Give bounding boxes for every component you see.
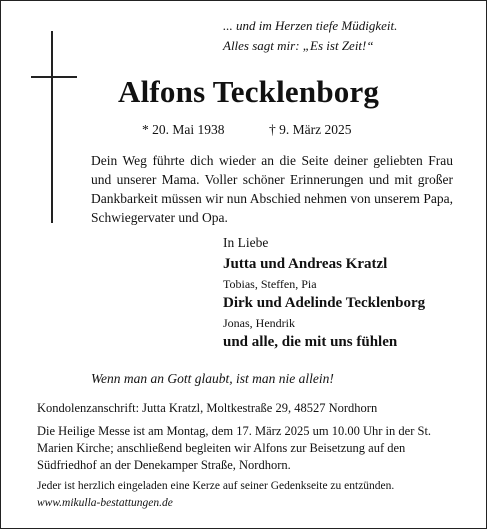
quote-line-2: Alles sagt mir: „Es ist Zeit!“ — [223, 38, 374, 53]
quote-line-1: ... und im Herzen tiefe Müdigkeit. — [223, 18, 398, 33]
signature-closing: und alle, die mit uns fühlen — [223, 334, 398, 350]
family-2-children: Jonas, Hendrik — [223, 316, 295, 330]
cross-icon-horizontal — [31, 76, 77, 78]
cross-icon-vertical — [51, 31, 53, 223]
death-date: † 9. März 2025 — [269, 122, 352, 137]
deceased-name: Alfons Tecklenborg — [118, 74, 380, 109]
website-link[interactable]: www.mikulla-bestattungen.de — [37, 497, 173, 509]
motto: Wenn man an Gott glaubt, ist man nie allein! — [91, 371, 334, 386]
birth-date: * 20. Mai 1938 — [142, 122, 225, 137]
obituary-text: Dein Weg führte dich wieder an die Seite deiner geliebten Frau und unserer Mama. Voller schöner Erinnerungen und mit großer Dankbarkeit müssen wir nun Abschied nehmen von unserem Papa, Schwiegervater und Opa. — [91, 153, 453, 225]
family-2-name: Dirk und Adelinde Tecklenborg — [223, 295, 426, 311]
candle-note: Jeder ist herzlich eingeladen eine Kerze auf seiner Gedenkseite zu entzünden. — [37, 480, 395, 492]
signature-intro: In Liebe — [223, 235, 269, 250]
family-1-children: Tobias, Steffen, Pia — [223, 277, 317, 291]
family-1-name: Jutta und Andreas Kratzl — [223, 256, 388, 272]
condolence-address: Kondolenzanschrift: Jutta Kratzl, Moltkestraße 29, 48527 Nordhorn — [37, 401, 378, 415]
service-info: Die Heilige Messe ist am Montag, dem 17. März 2025 um 10.00 Uhr in der St. Marien Kirche; anschließend begleiten wir Alfons zur Beisetzung auf den Südfriedhof an der Denekamper Straße, Nordhorn. — [37, 424, 432, 472]
